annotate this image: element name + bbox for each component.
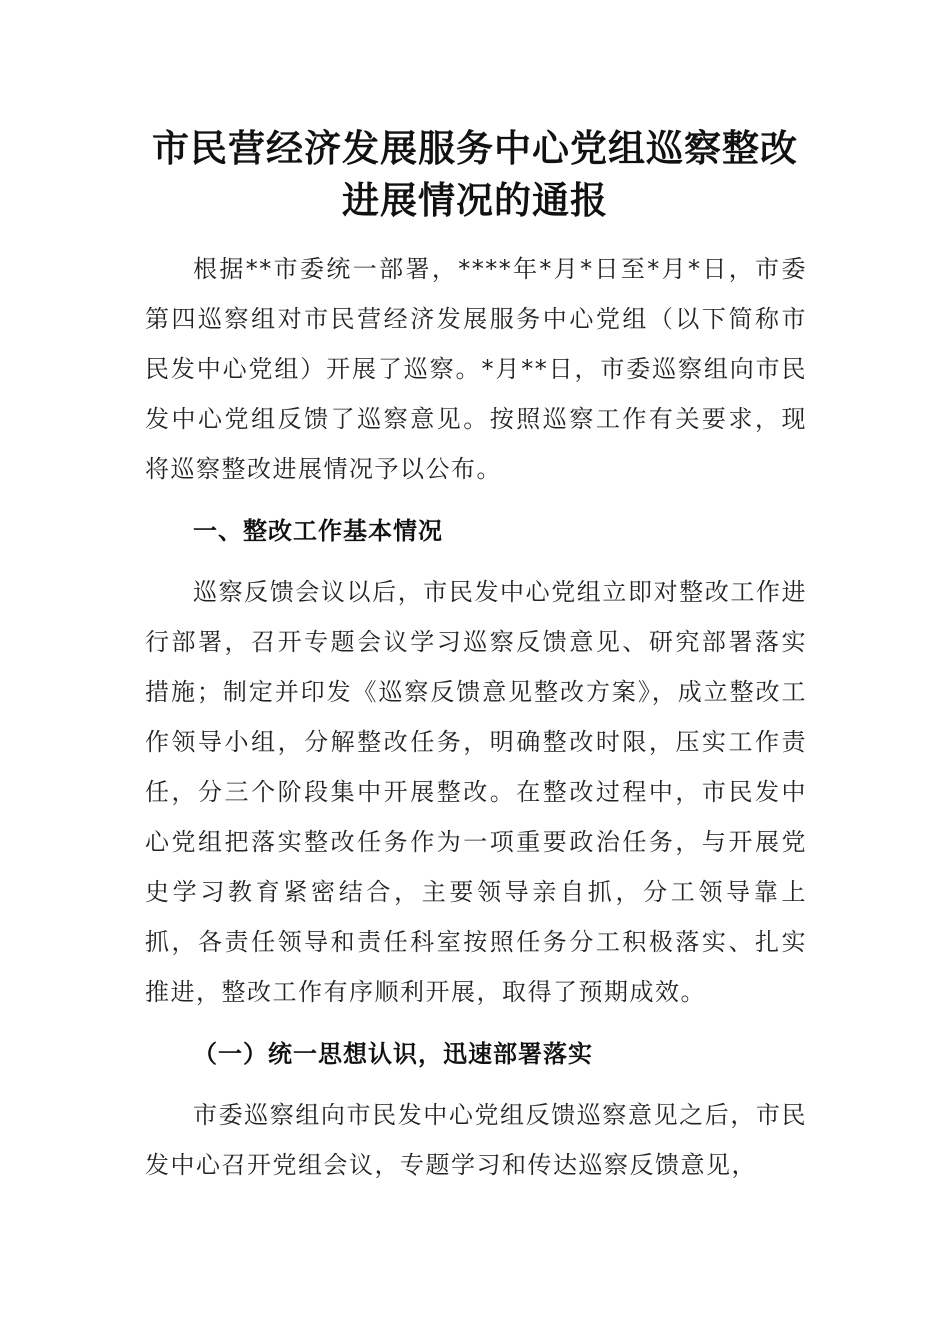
subsection-1-paragraph: 市委巡察组向市民发中心党组反馈巡察意见之后，市民发中心召开党组会议，专题学习和传达巡察反馈意见， <box>145 1101 807 1179</box>
document-title: 市民营经济发展服务中心党组巡察整改进展情况的通报 <box>152 126 798 222</box>
document-body <box>145 244 807 1190</box>
intro-paragraph: 根据**市委统一部署，****年*月*日至*月*日，市委第四巡察组对市民营经济发展服务中心党组（以下简称市民发中心党组）开展了巡察。*月**日，市委巡察组向市民发中心党组反馈了巡察意见。按照巡察工作有关要求，现将巡察整改进展情况予以公布。 <box>145 255 807 483</box>
section-heading-1: 一、整改工作基本情况 <box>193 517 443 545</box>
section-1-paragraph: 巡察反馈会议以后，市民发中心党组立即对整改工作进行部署，召开专题会议学习巡察反馈意见、研究部署落实措施；制定并印发《巡察反馈意见整改方案》，成立整改工作领导小组，分解整改任务，明确整改时限，压实工作责任，分三个阶段集中开展整改。在整改过程中，市民发中心党组把落实整改任务作为一项重要政治任务，与开展党史学习教育紧密结合，主要领导亲自抓，分工领导靠上抓，各责任领导和责任科室按照任务分工积极落实、扎实推进，整改工作有序顺利开展，取得了预期成效。 <box>145 578 807 1006</box>
subsection-heading-1: （一）统一思想认识，迅速部署落实 <box>193 1040 593 1068</box>
